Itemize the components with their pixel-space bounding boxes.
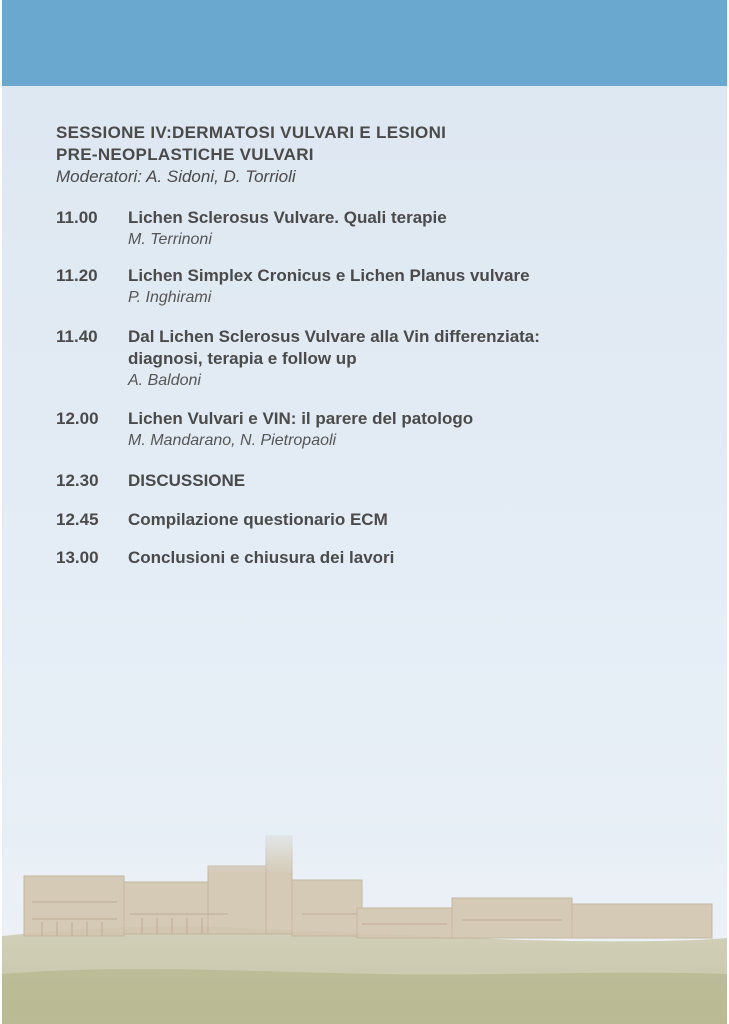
schedule-time: 12.45 <box>56 510 99 529</box>
session-title-line2: PRE-NEOPLASTICHE VULVARI <box>56 145 314 164</box>
schedule-row <box>56 547 696 577</box>
schedule-row <box>56 509 696 547</box>
session-title-line1: SESSIONE IV:DERMATOSI VULVARI E LESIONI <box>56 123 447 142</box>
schedule-list <box>56 207 696 577</box>
session-header <box>56 122 676 188</box>
talk-title-continued: diagnosi, terapia e follow up <box>128 349 357 368</box>
schedule-time: 12.00 <box>56 409 99 428</box>
schedule-time: 11.00 <box>56 208 98 227</box>
talk-title: DISCUSSIONE <box>128 471 246 490</box>
talk-speaker: M. Terrinoni <box>128 231 212 248</box>
assisi-landscape-image <box>2 824 727 1024</box>
schedule-row <box>56 326 696 408</box>
schedule-time: 11.20 <box>56 266 98 285</box>
session-moderators: Moderatori: A. Sidoni, D. Torrioli <box>56 167 296 186</box>
talk-title: Lichen Simplex Cronicus e Lichen Planus vulvare <box>128 266 530 285</box>
schedule-row <box>56 207 696 265</box>
talk-title: Lichen Vulvari e VIN: il parere del patologo <box>128 409 474 428</box>
header-band <box>2 0 727 86</box>
talk-speaker: A. Baldoni <box>128 372 201 389</box>
schedule-time: 13.00 <box>56 548 99 567</box>
talk-speaker: P. Inghirami <box>128 289 212 306</box>
talk-title: Dal Lichen Sclerosus Vulvare alla Vin differenziata: <box>128 327 540 346</box>
schedule-row <box>56 265 696 326</box>
talk-title: Compilazione questionario ECM <box>128 510 388 529</box>
schedule-row <box>56 470 696 509</box>
schedule-time: 12.30 <box>56 471 99 490</box>
talk-speaker: M. Mandarano, N. Pietropaoli <box>128 432 337 449</box>
schedule-row <box>56 408 696 470</box>
schedule-time: 11.40 <box>56 327 98 346</box>
talk-title: Conclusioni e chiusura dei lavori <box>128 548 395 567</box>
program-page <box>2 0 727 1024</box>
talk-title: Lichen Sclerosus Vulvare. Quali terapie <box>128 208 447 227</box>
